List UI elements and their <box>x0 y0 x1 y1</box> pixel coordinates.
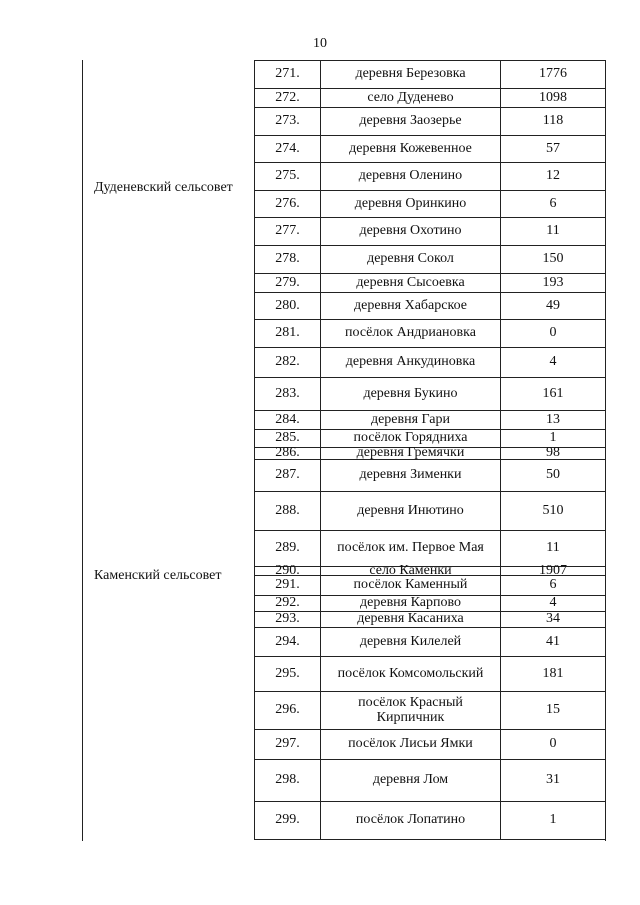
settlement-name: деревня Гари <box>320 411 500 429</box>
population-value: 57 <box>500 136 605 162</box>
settlement-name: посёлок Горядниха <box>320 430 500 447</box>
population-value: 4 <box>500 348 605 377</box>
table-row <box>254 759 605 801</box>
row-number: 271. <box>254 61 320 88</box>
row-number: 291. <box>254 576 320 595</box>
table-row <box>254 801 605 839</box>
table-row <box>254 245 605 273</box>
row-number: 277. <box>254 218 320 245</box>
population-value: 15 <box>500 692 605 729</box>
population-value: 1776 <box>500 61 605 88</box>
table-row <box>254 491 605 530</box>
table-left-border <box>82 60 83 841</box>
population-value: 34 <box>500 612 605 627</box>
row-number: 272. <box>254 89 320 107</box>
settlement-name: деревня Анкудиновка <box>320 348 500 377</box>
population-value: 181 <box>500 657 605 691</box>
table-row <box>254 691 605 729</box>
settlement-name: деревня Инютино <box>320 492 500 530</box>
table-row <box>254 292 605 319</box>
row-number: 281. <box>254 320 320 347</box>
settlement-name: посёлок им. Первое Мая <box>320 531 500 566</box>
row-number: 295. <box>254 657 320 691</box>
district-label-dudenevsky: Дуденевский сельсовет <box>94 180 233 195</box>
population-value: 6 <box>500 191 605 217</box>
table-row <box>254 595 605 611</box>
settlement-name: село Каменки <box>320 567 500 575</box>
table-row <box>254 190 605 217</box>
row-number: 273. <box>254 108 320 135</box>
table-row <box>254 107 605 135</box>
row-number: 299. <box>254 802 320 839</box>
population-value: 49 <box>500 293 605 319</box>
table-row <box>254 319 605 347</box>
settlement-name: деревня Кожевенное <box>320 136 500 162</box>
population-value: 6 <box>500 576 605 595</box>
row-number: 279. <box>254 274 320 292</box>
settlement-name: посёлок Красный Кирпичник <box>320 692 500 729</box>
row-number: 284. <box>254 411 320 429</box>
row-number: 275. <box>254 163 320 190</box>
settlement-name: посёлок Каменный <box>320 576 500 595</box>
settlement-name: деревня Карпово <box>320 596 500 611</box>
table-row <box>254 162 605 190</box>
population-value: 1 <box>500 802 605 839</box>
row-number: 292. <box>254 596 320 611</box>
table-bottom-border <box>254 839 605 840</box>
table-row <box>254 729 605 759</box>
settlement-name: деревня Гремячки <box>320 448 500 459</box>
population-value: 98 <box>500 448 605 459</box>
population-value: 150 <box>500 246 605 273</box>
population-value: 0 <box>500 320 605 347</box>
population-value: 12 <box>500 163 605 190</box>
population-value: 11 <box>500 218 605 245</box>
table-row <box>254 611 605 627</box>
row-number: 297. <box>254 730 320 759</box>
population-value: 13 <box>500 411 605 429</box>
settlement-name: деревня Килелей <box>320 628 500 656</box>
row-number: 276. <box>254 191 320 217</box>
row-number: 285. <box>254 430 320 447</box>
population-value: 510 <box>500 492 605 530</box>
settlement-name: деревня Оринкино <box>320 191 500 217</box>
table-row <box>254 377 605 410</box>
settlement-name: деревня Касаниха <box>320 612 500 627</box>
settlement-name: деревня Хабарское <box>320 293 500 319</box>
row-number: 294. <box>254 628 320 656</box>
population-value: 1098 <box>500 89 605 107</box>
table-row <box>254 656 605 691</box>
settlement-name: деревня Березовка <box>320 61 500 88</box>
row-number: 274. <box>254 136 320 162</box>
population-value: 31 <box>500 760 605 801</box>
page-number: 10 <box>313 36 327 51</box>
settlement-name: посёлок Комсомольский <box>320 657 500 691</box>
table-row <box>254 459 605 491</box>
table-row <box>254 562 605 578</box>
table-row <box>254 575 605 595</box>
population-value: 50 <box>500 460 605 491</box>
population-value: 0 <box>500 730 605 759</box>
table-row <box>254 347 605 377</box>
row-number: 282. <box>254 348 320 377</box>
table-row <box>254 530 605 566</box>
population-value: 41 <box>500 628 605 656</box>
population-value: 1907 <box>500 567 605 575</box>
settlement-name: деревня Охотино <box>320 218 500 245</box>
row-number: 280. <box>254 293 320 319</box>
table-row <box>254 447 605 459</box>
settlement-name: деревня Зименки <box>320 460 500 491</box>
settlement-name: деревня Букино <box>320 378 500 410</box>
settlement-name: деревня Заозерье <box>320 108 500 135</box>
table-row <box>254 217 605 245</box>
row-number: 296. <box>254 692 320 729</box>
row-number: 290. <box>254 567 320 575</box>
settlement-name: село Дуденево <box>320 89 500 107</box>
table-row <box>254 627 605 656</box>
row-number: 289. <box>254 531 320 566</box>
population-value: 1 <box>500 430 605 447</box>
population-value: 4 <box>500 596 605 611</box>
row-number: 298. <box>254 760 320 801</box>
row-number: 288. <box>254 492 320 530</box>
district-label-kamensky: Каменский сельсовет <box>94 568 222 583</box>
population-value: 193 <box>500 274 605 292</box>
settlement-name: деревня Лом <box>320 760 500 801</box>
settlement-name: деревня Сысоевка <box>320 274 500 292</box>
table-row <box>254 410 605 429</box>
row-number: 293. <box>254 612 320 627</box>
row-number: 283. <box>254 378 320 410</box>
table-row <box>254 60 605 88</box>
population-value: 161 <box>500 378 605 410</box>
table-row <box>254 273 605 292</box>
table-right-border <box>605 60 606 841</box>
population-value: 118 <box>500 108 605 135</box>
settlement-name: посёлок Лопатино <box>320 802 500 839</box>
row-number: 286. <box>254 448 320 459</box>
settlement-name: деревня Оленино <box>320 163 500 190</box>
settlement-name: посёлок Лисьи Ямки <box>320 730 500 759</box>
row-number: 287. <box>254 460 320 491</box>
settlement-name: деревня Сокол <box>320 246 500 273</box>
settlement-name: посёлок Андриановка <box>320 320 500 347</box>
table-row <box>254 135 605 162</box>
population-value: 11 <box>500 531 605 566</box>
table-row <box>254 88 605 107</box>
row-number: 278. <box>254 246 320 273</box>
